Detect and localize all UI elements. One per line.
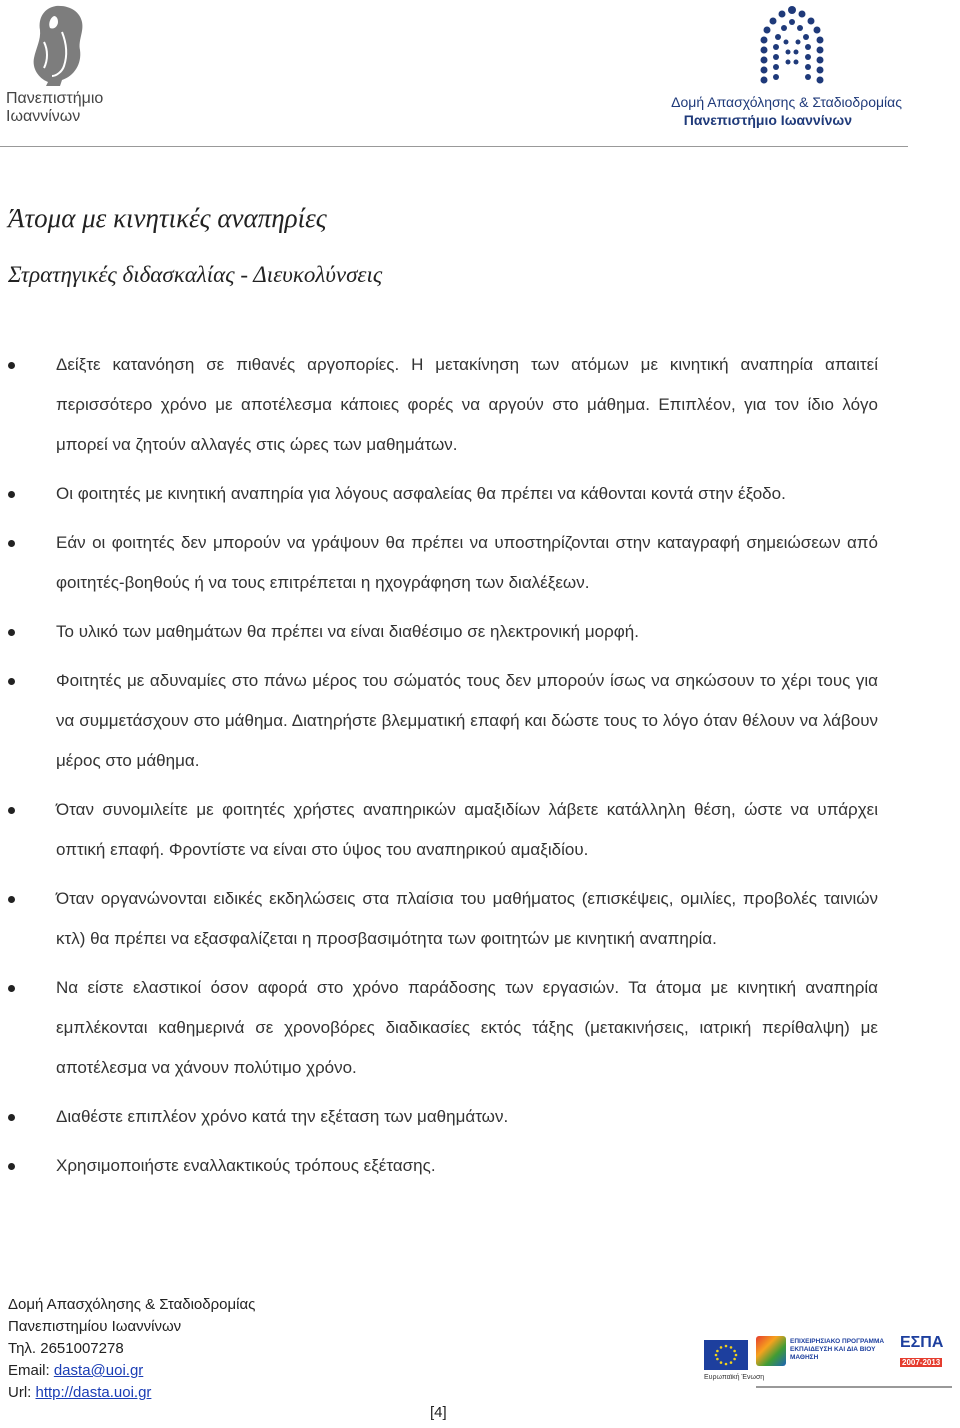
list-item-text: Φοιτητές με αδυναμίες στο πάνω μέρος του σώματός τους δεν μπορούν ίσως να σηκώσουν το χέρι τους για να συμμετάσχουν στο μάθημα. Διατηρήστε βλεμματική επαφή και δώστε τους το λόγο όταν θέλουν να λάβουν μέρος στο μάθημα.: [56, 671, 878, 770]
page-number: [4]: [430, 1404, 447, 1421]
bullet-icon: [8, 807, 15, 814]
bullet-icon: [8, 540, 15, 547]
bullet-icon: [8, 1163, 15, 1170]
list-item-text: Το υλικό των μαθημάτων θα πρέπει να είναι διαθέσιμο σε ηλεκτρονική μορφή.: [56, 622, 639, 641]
logo-text-line1: Πανεπιστήμιο: [6, 90, 104, 107]
footer-email-label: Email:: [8, 1362, 54, 1379]
bullet-icon: [8, 985, 15, 992]
list-item-text: Όταν συνομιλείτε με φοιτητές χρήστες αναπηρικών αμαξιδίων λάβετε κατάλληλη θέση, ώστε να υπάρχει οπτική επαφή. Φροντίστε να είναι στο ύψος του αναπηρικού αμαξιδίου.: [56, 800, 878, 859]
list-item: [8, 474, 878, 514]
footer-email-link[interactable]: dasta@uoi.gr: [53, 1362, 144, 1379]
bullet-list: [8, 345, 878, 1186]
list-item: [8, 345, 878, 465]
eu-label: Ευρωπαϊκή Ένωση: [704, 1374, 765, 1381]
espa-years: 2007-2013: [902, 1358, 941, 1367]
list-item: [8, 523, 878, 603]
list-item-text: Χρησιμοποιήστε εναλλακτικούς τρόπους εξέτασης.: [56, 1156, 436, 1175]
page-header: [0, 0, 960, 150]
list-item-text: Εάν οι φοιτητές δεν μπορούν να γράψουν θα πρέπει να υποστηρίζονται στην καταγραφή σημειώσεων από φοιτητές-βοηθούς ή να τους επιτρέπεται η ηχογράφηση των διαλέξεων.: [56, 533, 878, 592]
espa-logo: [900, 1334, 952, 1378]
owl-emblem-icon: [26, 2, 96, 88]
university-logo: [4, 2, 114, 126]
dasta-logo-line1: Δομή Απασχόλησης & Σταδιοδρομίας: [671, 94, 902, 110]
dasta-logo-line2: Πανεπιστήμιο Ιωαννίνων: [683, 112, 852, 128]
logos-caption: [756, 1386, 952, 1388]
footer-url-label: Url:: [8, 1384, 36, 1401]
list-item: [8, 661, 878, 781]
page-title: Άτομα με κινητικές αναπηρίες: [8, 203, 327, 233]
list-item-text: Διαθέστε επιπλέον χρόνο κατά την εξέταση των μαθημάτων.: [56, 1107, 509, 1126]
footer-phone: Τηλ. 2651007278: [8, 1340, 124, 1357]
header-divider: [0, 146, 908, 147]
dasta-logo: [637, 2, 902, 126]
eu-flag-icon: [704, 1340, 748, 1370]
bullet-icon: [8, 629, 15, 636]
list-item-text: Δείξτε κατανόηση σε πιθανές αργοπορίες. Η μετακίνηση των ατόμων με κινητική αναπηρία απαιτεί περισσότερο χρόνο με αποτέλεσμα κάποιες φορές να αργούν στο μάθημα. Επιπλέον, για τον ίδιο λόγο μπορεί να ζητούν αλλαγές στις ώρες των μαθημάτων.: [56, 355, 878, 454]
list-item-text: Οι φοιτητές με κινητική αναπηρία για λόγους ασφαλείας θα πρέπει να κάθονται κοντά στην έξοδο.: [56, 484, 786, 503]
bullet-icon: [8, 1114, 15, 1121]
page-subtitle: Στρατηγικές διδασκαλίας - Διευκολύνσεις: [8, 262, 383, 287]
espa-label: ΕΣΠΑ: [900, 1334, 944, 1351]
page-footer: [8, 1294, 255, 1404]
program-logo-mark: [756, 1336, 786, 1366]
footer-url-link[interactable]: http://dasta.uoi.gr: [35, 1384, 152, 1401]
list-item-text: Να είστε ελαστικοί όσον αφορά στο χρόνο παράδοσης των εργασιών. Τα άτομα με κινητική αναπηρία εμπλέκονται καθημερινά σε χρονοβόρες διαδικασίες εκτός τάξης (μετακινήσεις, ιατρική περίθαλψη) με αποτέλεσμα να χάνουν πολύτιμο χρόνο.: [56, 978, 878, 1077]
list-item: [8, 612, 878, 652]
bullet-icon: [8, 491, 15, 498]
list-item: [8, 1146, 878, 1186]
footer-url: [8, 1382, 255, 1404]
footer-org-name: Δομή Απασχόλησης & Σταδιοδρομίας: [8, 1296, 256, 1313]
footer-email: [8, 1360, 255, 1382]
bullet-icon: [8, 896, 15, 903]
dasta-dots-icon: [752, 2, 832, 92]
university-logo-text: [6, 90, 103, 126]
funding-logos: [704, 1332, 954, 1394]
list-item: [8, 1097, 878, 1137]
program-label: ΕΠΙΧΕΙΡΗΣΙΑΚΟ ΠΡΟΓΡΑΜΜΑ ΕΚΠΑΙΔΕΥΣΗ ΚΑΙ ΔΙΑ ΒΙΟΥ ΜΑΘΗΣΗ: [790, 1338, 885, 1361]
list-item: [8, 790, 878, 870]
list-item: [8, 879, 878, 959]
bullet-icon: [8, 678, 15, 685]
bullet-icon: [8, 362, 15, 369]
list-item-text: Όταν οργανώνονται ειδικές εκδηλώσεις στα πλαίσια του μαθήματος (επισκέψεις, ομιλίες, προβολές ταινιών κτλ) θα πρέπει να εξασφαλίζεται η προσβασιμότητα των φοιτητών με κινητική αναπηρία.: [56, 889, 878, 948]
program-logo: [756, 1336, 886, 1376]
list-item: [8, 968, 878, 1088]
footer-org-university: Πανεπιστημίου Ιωαννίνων: [8, 1318, 182, 1335]
logo-text-line2: Ιωαννίνων: [6, 108, 81, 125]
